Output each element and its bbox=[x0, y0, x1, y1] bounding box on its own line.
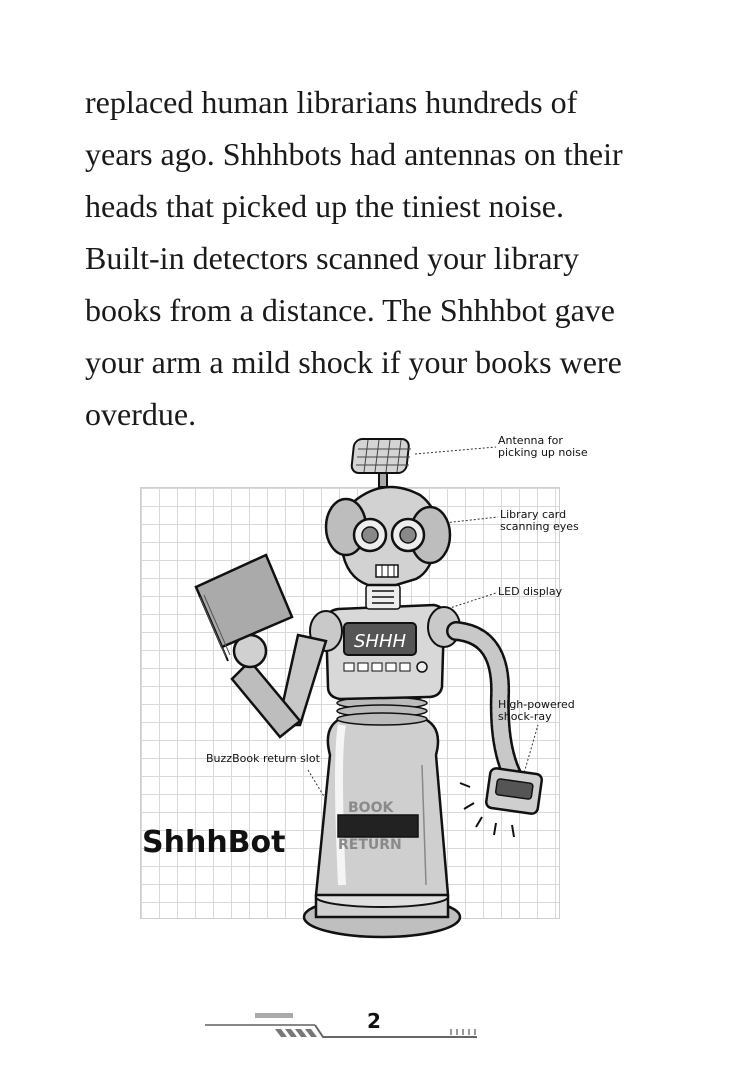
callout-return-slot: BuzzBook return slot bbox=[206, 752, 320, 765]
figure-title: ShhhBot bbox=[142, 825, 286, 860]
callout-antenna: Antenna for picking up noise bbox=[498, 434, 588, 459]
led-display-text: SHHH bbox=[354, 631, 407, 652]
antenna-icon bbox=[351, 439, 411, 487]
body-text bbox=[85, 76, 725, 440]
callout-eyes: Library card scanning eyes bbox=[500, 508, 579, 533]
callout-led: LED display bbox=[498, 585, 563, 598]
slot-label-return: RETURN bbox=[338, 837, 402, 853]
body-line: your arm a mild shock if your books were bbox=[85, 344, 622, 380]
eye-icon bbox=[354, 519, 386, 551]
body-line: heads that picked up the tiniest noise. bbox=[85, 188, 564, 224]
robot-drawing bbox=[130, 425, 750, 965]
body-line: overdue. bbox=[85, 396, 197, 432]
slot-label-book: BOOK bbox=[348, 800, 394, 816]
body-line: years ago. Shhhbots had antennas on their bbox=[85, 136, 623, 172]
page-number: 2 bbox=[367, 1009, 381, 1033]
footer-ornament bbox=[205, 1005, 485, 1050]
page-footer bbox=[205, 1005, 485, 1050]
shhhbot-illustration bbox=[130, 425, 750, 965]
body-line: books from a distance. The Shhhbot gave bbox=[85, 292, 615, 328]
body-line: replaced human librarians hundreds of bbox=[85, 84, 578, 120]
eye-icon bbox=[392, 519, 424, 551]
shock-ray-icon bbox=[460, 768, 543, 837]
body-line: Built-in detectors scanned your library bbox=[85, 240, 580, 276]
callout-shock-ray: High-powered shock-ray bbox=[498, 698, 575, 723]
